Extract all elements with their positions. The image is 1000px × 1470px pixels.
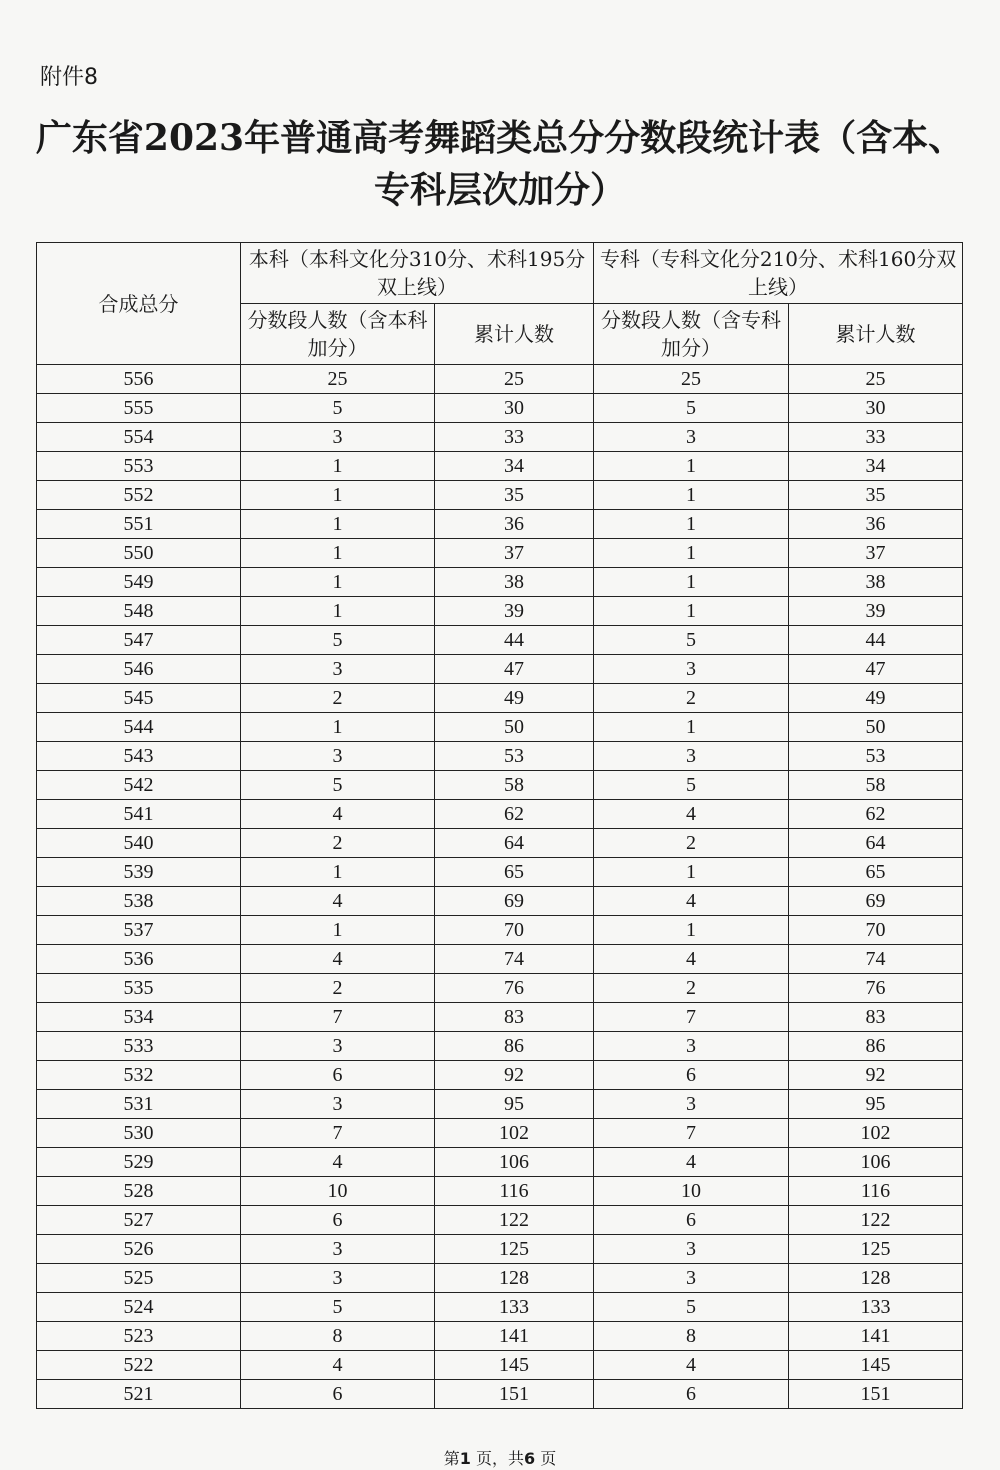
benke-segment-cell: 3	[241, 423, 435, 452]
zhuanke-cumulative-cell: 69	[789, 887, 963, 916]
zhuanke-cumulative-cell: 30	[789, 394, 963, 423]
table-row	[37, 539, 963, 568]
benke-segment-cell: 3	[241, 1032, 435, 1061]
zhuanke-segment-cell: 2	[594, 974, 789, 1003]
table-row	[37, 568, 963, 597]
benke-segment-cell: 3	[241, 655, 435, 684]
benke-cumulative-cell: 30	[435, 394, 594, 423]
zhuanke-segment-cell: 7	[594, 1003, 789, 1032]
table-row	[37, 1032, 963, 1061]
benke-cumulative-cell: 125	[435, 1235, 594, 1264]
benke-segment-cell: 1	[241, 568, 435, 597]
zhuanke-cumulative-cell: 39	[789, 597, 963, 626]
zhuanke-cumulative-cell: 74	[789, 945, 963, 974]
table-row	[37, 1322, 963, 1351]
zhuanke-cumulative-cell: 49	[789, 684, 963, 713]
benke-segment-cell: 3	[241, 1090, 435, 1119]
benke-segment-cell: 4	[241, 1148, 435, 1177]
score-cell: 555	[37, 394, 241, 423]
table-row	[37, 1380, 963, 1409]
zhuanke-segment-cell: 3	[594, 742, 789, 771]
score-cell: 536	[37, 945, 241, 974]
benke-segment-cell: 2	[241, 829, 435, 858]
table-row	[37, 974, 963, 1003]
score-cell: 540	[37, 829, 241, 858]
benke-cumulative-cell: 37	[435, 539, 594, 568]
benke-cumulative-cell: 58	[435, 771, 594, 800]
zhuanke-cumulative-cell: 36	[789, 510, 963, 539]
page-prefix: 第	[443, 1449, 460, 1468]
benke-segment-cell: 3	[241, 1235, 435, 1264]
zhuanke-segment-cell: 3	[594, 423, 789, 452]
header-zhuanke-cumulative: 累计人数	[789, 304, 963, 365]
header-benke: 本科（本科文化分310分、术科195分双上线）	[241, 243, 594, 304]
table-row	[37, 423, 963, 452]
benke-cumulative-cell: 83	[435, 1003, 594, 1032]
zhuanke-segment-cell: 4	[594, 800, 789, 829]
score-cell: 543	[37, 742, 241, 771]
zhuanke-cumulative-cell: 25	[789, 365, 963, 394]
zhuanke-cumulative-cell: 53	[789, 742, 963, 771]
zhuanke-cumulative-cell: 116	[789, 1177, 963, 1206]
table-row	[37, 510, 963, 539]
benke-cumulative-cell: 62	[435, 800, 594, 829]
zhuanke-segment-cell: 5	[594, 771, 789, 800]
score-cell: 549	[37, 568, 241, 597]
header-zhuanke: 专科（专科文化分210分、术科160分双上线）	[594, 243, 963, 304]
benke-segment-cell: 4	[241, 887, 435, 916]
zhuanke-segment-cell: 4	[594, 1351, 789, 1380]
zhuanke-cumulative-cell: 151	[789, 1380, 963, 1409]
table-row	[37, 684, 963, 713]
benke-segment-cell: 4	[241, 945, 435, 974]
zhuanke-cumulative-cell: 76	[789, 974, 963, 1003]
table-row	[37, 365, 963, 394]
zhuanke-cumulative-cell: 86	[789, 1032, 963, 1061]
benke-cumulative-cell: 25	[435, 365, 594, 394]
table-row	[37, 945, 963, 974]
zhuanke-cumulative-cell: 92	[789, 1061, 963, 1090]
zhuanke-cumulative-cell: 125	[789, 1235, 963, 1264]
zhuanke-cumulative-cell: 35	[789, 481, 963, 510]
table-row	[37, 1206, 963, 1235]
zhuanke-segment-cell: 25	[594, 365, 789, 394]
score-cell: 529	[37, 1148, 241, 1177]
benke-segment-cell: 1	[241, 510, 435, 539]
zhuanke-cumulative-cell: 64	[789, 829, 963, 858]
benke-cumulative-cell: 36	[435, 510, 594, 539]
zhuanke-segment-cell: 3	[594, 1032, 789, 1061]
zhuanke-segment-cell: 1	[594, 510, 789, 539]
score-cell: 544	[37, 713, 241, 742]
zhuanke-segment-cell: 4	[594, 1148, 789, 1177]
table-row	[37, 481, 963, 510]
zhuanke-cumulative-cell: 62	[789, 800, 963, 829]
zhuanke-cumulative-cell: 122	[789, 1206, 963, 1235]
score-cell: 527	[37, 1206, 241, 1235]
benke-cumulative-cell: 141	[435, 1322, 594, 1351]
benke-cumulative-cell: 50	[435, 713, 594, 742]
zhuanke-cumulative-cell: 70	[789, 916, 963, 945]
score-cell: 523	[37, 1322, 241, 1351]
score-cell: 533	[37, 1032, 241, 1061]
score-cell: 556	[37, 365, 241, 394]
score-cell: 548	[37, 597, 241, 626]
benke-segment-cell: 3	[241, 742, 435, 771]
benke-cumulative-cell: 44	[435, 626, 594, 655]
zhuanke-segment-cell: 6	[594, 1380, 789, 1409]
score-cell: 547	[37, 626, 241, 655]
benke-cumulative-cell: 95	[435, 1090, 594, 1119]
benke-segment-cell: 5	[241, 626, 435, 655]
score-cell: 532	[37, 1061, 241, 1090]
benke-segment-cell: 1	[241, 916, 435, 945]
benke-segment-cell: 4	[241, 800, 435, 829]
zhuanke-segment-cell: 1	[594, 568, 789, 597]
benke-cumulative-cell: 38	[435, 568, 594, 597]
benke-segment-cell: 1	[241, 539, 435, 568]
zhuanke-cumulative-cell: 50	[789, 713, 963, 742]
benke-cumulative-cell: 39	[435, 597, 594, 626]
benke-segment-cell: 4	[241, 1351, 435, 1380]
zhuanke-segment-cell: 4	[594, 887, 789, 916]
score-cell: 545	[37, 684, 241, 713]
zhuanke-cumulative-cell: 65	[789, 858, 963, 887]
score-cell: 553	[37, 452, 241, 481]
zhuanke-cumulative-cell: 83	[789, 1003, 963, 1032]
table-row	[37, 771, 963, 800]
zhuanke-cumulative-cell: 128	[789, 1264, 963, 1293]
benke-cumulative-cell: 122	[435, 1206, 594, 1235]
benke-segment-cell: 6	[241, 1061, 435, 1090]
zhuanke-segment-cell: 5	[594, 394, 789, 423]
header-zhuanke-segment: 分数段人数（含专科加分）	[594, 304, 789, 365]
score-cell: 538	[37, 887, 241, 916]
benke-segment-cell: 6	[241, 1380, 435, 1409]
score-cell: 526	[37, 1235, 241, 1264]
benke-cumulative-cell: 53	[435, 742, 594, 771]
score-cell: 530	[37, 1119, 241, 1148]
page-title: 广东省2023年普通高考舞蹈类总分分数段统计表（含本、专科层次加分）	[35, 117, 965, 211]
page-current: 1	[459, 1449, 471, 1468]
table-row	[37, 1235, 963, 1264]
table-row	[37, 1177, 963, 1206]
benke-cumulative-cell: 69	[435, 887, 594, 916]
benke-cumulative-cell: 128	[435, 1264, 594, 1293]
page-middle: 页，共	[475, 1449, 524, 1468]
zhuanke-segment-cell: 5	[594, 1293, 789, 1322]
benke-segment-cell: 7	[241, 1119, 435, 1148]
benke-segment-cell: 25	[241, 365, 435, 394]
benke-cumulative-cell: 49	[435, 684, 594, 713]
benke-cumulative-cell: 74	[435, 945, 594, 974]
benke-cumulative-cell: 70	[435, 916, 594, 945]
page-total: 6	[524, 1449, 536, 1468]
zhuanke-segment-cell: 1	[594, 916, 789, 945]
benke-segment-cell: 1	[241, 713, 435, 742]
zhuanke-cumulative-cell: 102	[789, 1119, 963, 1148]
score-cell: 552	[37, 481, 241, 510]
header-row-1	[37, 243, 963, 304]
table-row	[37, 742, 963, 771]
page-footer	[0, 1446, 1000, 1469]
benke-segment-cell: 5	[241, 1293, 435, 1322]
table-row	[37, 1003, 963, 1032]
zhuanke-segment-cell: 1	[594, 713, 789, 742]
zhuanke-cumulative-cell: 38	[789, 568, 963, 597]
benke-cumulative-cell: 64	[435, 829, 594, 858]
table-body	[37, 365, 963, 1409]
zhuanke-segment-cell: 1	[594, 452, 789, 481]
table-row	[37, 713, 963, 742]
zhuanke-segment-cell: 8	[594, 1322, 789, 1351]
score-cell: 551	[37, 510, 241, 539]
score-cell: 550	[37, 539, 241, 568]
zhuanke-cumulative-cell: 33	[789, 423, 963, 452]
table-row	[37, 800, 963, 829]
score-cell: 521	[37, 1380, 241, 1409]
table-row	[37, 452, 963, 481]
zhuanke-segment-cell: 1	[594, 481, 789, 510]
benke-segment-cell: 8	[241, 1322, 435, 1351]
header-benke-segment: 分数段人数（含本科加分）	[241, 304, 435, 365]
score-table	[36, 242, 963, 1409]
score-cell: 525	[37, 1264, 241, 1293]
score-cell: 554	[37, 423, 241, 452]
zhuanke-segment-cell: 1	[594, 539, 789, 568]
zhuanke-segment-cell: 3	[594, 1264, 789, 1293]
table-row	[37, 1351, 963, 1380]
zhuanke-segment-cell: 6	[594, 1061, 789, 1090]
zhuanke-segment-cell: 1	[594, 597, 789, 626]
benke-cumulative-cell: 92	[435, 1061, 594, 1090]
benke-segment-cell: 1	[241, 481, 435, 510]
benke-cumulative-cell: 34	[435, 452, 594, 481]
benke-cumulative-cell: 65	[435, 858, 594, 887]
benke-cumulative-cell: 133	[435, 1293, 594, 1322]
benke-cumulative-cell: 151	[435, 1380, 594, 1409]
benke-cumulative-cell: 76	[435, 974, 594, 1003]
zhuanke-segment-cell: 6	[594, 1206, 789, 1235]
score-cell: 541	[37, 800, 241, 829]
benke-segment-cell: 7	[241, 1003, 435, 1032]
zhuanke-segment-cell: 3	[594, 1090, 789, 1119]
score-cell: 534	[37, 1003, 241, 1032]
score-cell: 546	[37, 655, 241, 684]
zhuanke-cumulative-cell: 95	[789, 1090, 963, 1119]
score-cell: 528	[37, 1177, 241, 1206]
benke-segment-cell: 1	[241, 452, 435, 481]
zhuanke-segment-cell: 1	[594, 858, 789, 887]
zhuanke-cumulative-cell: 34	[789, 452, 963, 481]
benke-cumulative-cell: 145	[435, 1351, 594, 1380]
zhuanke-segment-cell: 3	[594, 655, 789, 684]
zhuanke-cumulative-cell: 106	[789, 1148, 963, 1177]
table-row	[37, 1119, 963, 1148]
score-cell: 524	[37, 1293, 241, 1322]
table-row	[37, 597, 963, 626]
table-row	[37, 887, 963, 916]
score-cell: 535	[37, 974, 241, 1003]
benke-segment-cell: 5	[241, 771, 435, 800]
zhuanke-segment-cell: 10	[594, 1177, 789, 1206]
zhuanke-cumulative-cell: 37	[789, 539, 963, 568]
table-row	[37, 829, 963, 858]
table-row	[37, 916, 963, 945]
score-cell: 522	[37, 1351, 241, 1380]
table-row	[37, 1090, 963, 1119]
table-row	[37, 394, 963, 423]
zhuanke-segment-cell: 4	[594, 945, 789, 974]
attachment-label: 附件8	[40, 65, 98, 90]
score-cell: 531	[37, 1090, 241, 1119]
table-row	[37, 1264, 963, 1293]
header-benke-cumulative: 累计人数	[435, 304, 594, 365]
header-score: 合成总分	[37, 243, 241, 365]
benke-cumulative-cell: 86	[435, 1032, 594, 1061]
score-cell: 537	[37, 916, 241, 945]
table-row	[37, 655, 963, 684]
page-suffix: 页	[540, 1449, 557, 1468]
benke-segment-cell: 5	[241, 394, 435, 423]
zhuanke-cumulative-cell: 141	[789, 1322, 963, 1351]
table-row	[37, 858, 963, 887]
benke-cumulative-cell: 35	[435, 481, 594, 510]
zhuanke-cumulative-cell: 44	[789, 626, 963, 655]
zhuanke-cumulative-cell: 58	[789, 771, 963, 800]
zhuanke-segment-cell: 2	[594, 829, 789, 858]
table-row	[37, 1061, 963, 1090]
score-cell: 542	[37, 771, 241, 800]
benke-cumulative-cell: 33	[435, 423, 594, 452]
table-row	[37, 1148, 963, 1177]
zhuanke-cumulative-cell: 133	[789, 1293, 963, 1322]
benke-cumulative-cell: 102	[435, 1119, 594, 1148]
zhuanke-segment-cell: 3	[594, 1235, 789, 1264]
benke-segment-cell: 10	[241, 1177, 435, 1206]
zhuanke-segment-cell: 7	[594, 1119, 789, 1148]
zhuanke-segment-cell: 2	[594, 684, 789, 713]
table-row	[37, 626, 963, 655]
benke-segment-cell: 3	[241, 1264, 435, 1293]
zhuanke-segment-cell: 5	[594, 626, 789, 655]
score-cell: 539	[37, 858, 241, 887]
benke-segment-cell: 2	[241, 974, 435, 1003]
benke-segment-cell: 1	[241, 858, 435, 887]
zhuanke-cumulative-cell: 145	[789, 1351, 963, 1380]
benke-segment-cell: 1	[241, 597, 435, 626]
zhuanke-cumulative-cell: 47	[789, 655, 963, 684]
benke-cumulative-cell: 116	[435, 1177, 594, 1206]
benke-cumulative-cell: 106	[435, 1148, 594, 1177]
benke-segment-cell: 2	[241, 684, 435, 713]
table-row	[37, 1293, 963, 1322]
benke-segment-cell: 6	[241, 1206, 435, 1235]
benke-cumulative-cell: 47	[435, 655, 594, 684]
